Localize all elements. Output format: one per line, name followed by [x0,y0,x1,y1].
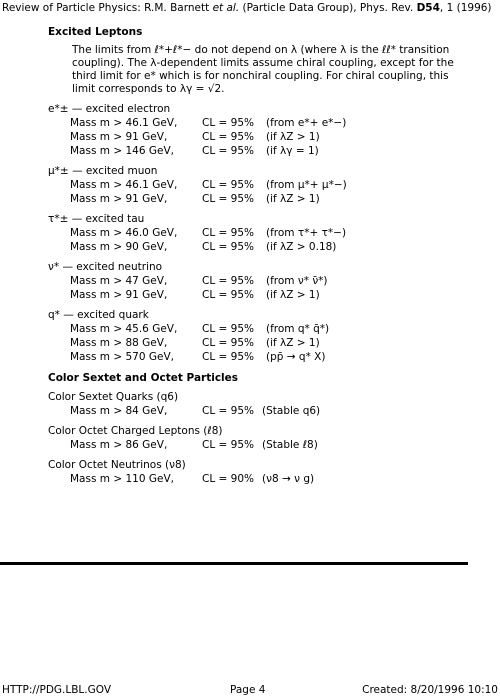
mass-limit: Mass m > 88 GeV, [70,337,168,349]
mass-limit: Mass m > 146 GeV, [70,145,174,157]
limit-note: (if λZ > 1) [266,131,320,143]
limit-note: (pp̄ → q* X) [266,351,326,363]
confidence-level: CL = 95% [202,337,254,349]
limit-note: (Stable q6) [262,405,321,417]
particle-heading: τ*± — excited tau [48,213,145,225]
group-heading: Color Sextet Quarks (q6) [48,391,179,403]
particle-block-quark [48,308,468,364]
particle-heading: μ*± — excited muon [48,165,158,177]
header-middle: (Particle Data Group), Phys. Rev. [239,2,417,14]
particle-block-muon [48,164,468,206]
confidence-level: CL = 95% [202,131,254,143]
confidence-level: CL = 95% [202,405,254,417]
limit-row [70,192,468,206]
group-heading: Color Octet Charged Leptons (ℓ8) [48,425,223,437]
limit-note: (Stable ℓ8) [262,439,318,451]
limit-note: (if λZ > 1) [266,337,320,349]
limit-note: (from ν* ν̄*) [266,275,328,287]
particle-heading: e*± — excited electron [48,103,171,115]
limit-note: (if λZ > 1) [266,289,320,301]
limit-note: (from μ*+ μ*−) [266,179,347,191]
limit-row [70,322,468,336]
mass-limit: Mass m > 86 GeV, [70,439,168,451]
mass-limit: Mass m > 47 GeV, [70,275,168,287]
intro-paragraph: The limits from ℓ*+ℓ*− do not depend on λ (where λ is the ℓℓ* transition coupling). The λ-dependent limits assume chiral coupling, except for the third limit for e* which is for nonchiral coupling. For chiral coupling, this limit corresponds to λγ = √2. [72,44,454,95]
mass-limit: Mass m > 46.0 GeV, [70,227,178,239]
limit-row [70,350,468,364]
limit-note: (from q* q̄*) [266,323,330,335]
footer-url: HTTP://PDG.LBL.GOV [2,684,112,696]
header-prefix: Review of Particle Physics: R.M. Barnett [2,2,213,14]
confidence-level: CL = 95% [202,275,254,287]
mass-limit: Mass m > 91 GeV, [70,131,168,143]
color-octet-leptons-block [48,424,468,452]
confidence-level: CL = 95% [202,351,254,363]
limit-row [70,438,468,452]
limit-row [70,240,468,254]
footer-created-date: Created: 8/20/1996 10:10 [362,684,498,696]
group-heading: Color Octet Neutrinos (ν8) [48,459,186,471]
mass-limit: Mass m > 91 GeV, [70,289,168,301]
confidence-level: CL = 95% [202,289,254,301]
confidence-level: CL = 95% [202,227,254,239]
section-divider-rule [0,562,468,565]
limit-row [70,178,468,192]
page-content [48,26,468,486]
header-suffix: , 1 (1996) [439,2,492,14]
mass-limit: Mass m > 46.1 GeV, [70,179,178,191]
limit-note: (ν8 → ν g) [262,473,315,485]
limit-note: (from e*+ e*−) [266,117,347,129]
header-etal: et al. [212,2,240,14]
confidence-level: CL = 95% [202,241,254,253]
limit-row [70,116,468,130]
limit-note: (if λγ = 1) [266,145,319,157]
limit-note: (if λZ > 1) [266,193,320,205]
mass-limit: Mass m > 90 GeV, [70,241,168,253]
mass-limit: Mass m > 91 GeV, [70,193,168,205]
particle-block-tau [48,212,468,254]
limit-row [70,288,468,302]
confidence-level: CL = 95% [202,145,254,157]
footer-page-number: Page 4 [230,684,266,696]
limit-row [70,130,468,144]
particle-heading: ν* — excited neutrino [48,261,163,273]
header-journal: D54 [416,2,440,14]
section-title-excited-leptons: Excited Leptons [48,26,143,38]
mass-limit: Mass m > 45.6 GeV, [70,323,178,335]
limit-row [70,144,468,158]
confidence-level: CL = 95% [202,179,254,191]
particle-block-electron [48,102,468,158]
confidence-level: CL = 95% [202,439,254,451]
mass-limit: Mass m > 110 GeV, [70,473,174,485]
limit-row [70,404,468,418]
confidence-level: CL = 90% [202,473,254,485]
color-sextet-quarks-block [48,390,468,418]
limit-note: (if λZ > 0.18) [266,241,337,253]
confidence-level: CL = 95% [202,117,254,129]
limit-row [70,274,468,288]
mass-limit: Mass m > 570 GeV, [70,351,174,363]
confidence-level: CL = 95% [202,323,254,335]
running-header [2,2,498,14]
confidence-level: CL = 95% [202,193,254,205]
color-octet-neutrinos-block [48,458,468,486]
particle-block-neutrino [48,260,468,302]
limit-row [70,226,468,240]
limit-row [70,336,468,350]
particle-heading: q* — excited quark [48,309,149,321]
section-title-color-particles: Color Sextet and Octet Particles [48,372,239,384]
mass-limit: Mass m > 46.1 GeV, [70,117,178,129]
limit-row [70,472,468,486]
limit-note: (from τ*+ τ*−) [266,227,347,239]
mass-limit: Mass m > 84 GeV, [70,405,168,417]
